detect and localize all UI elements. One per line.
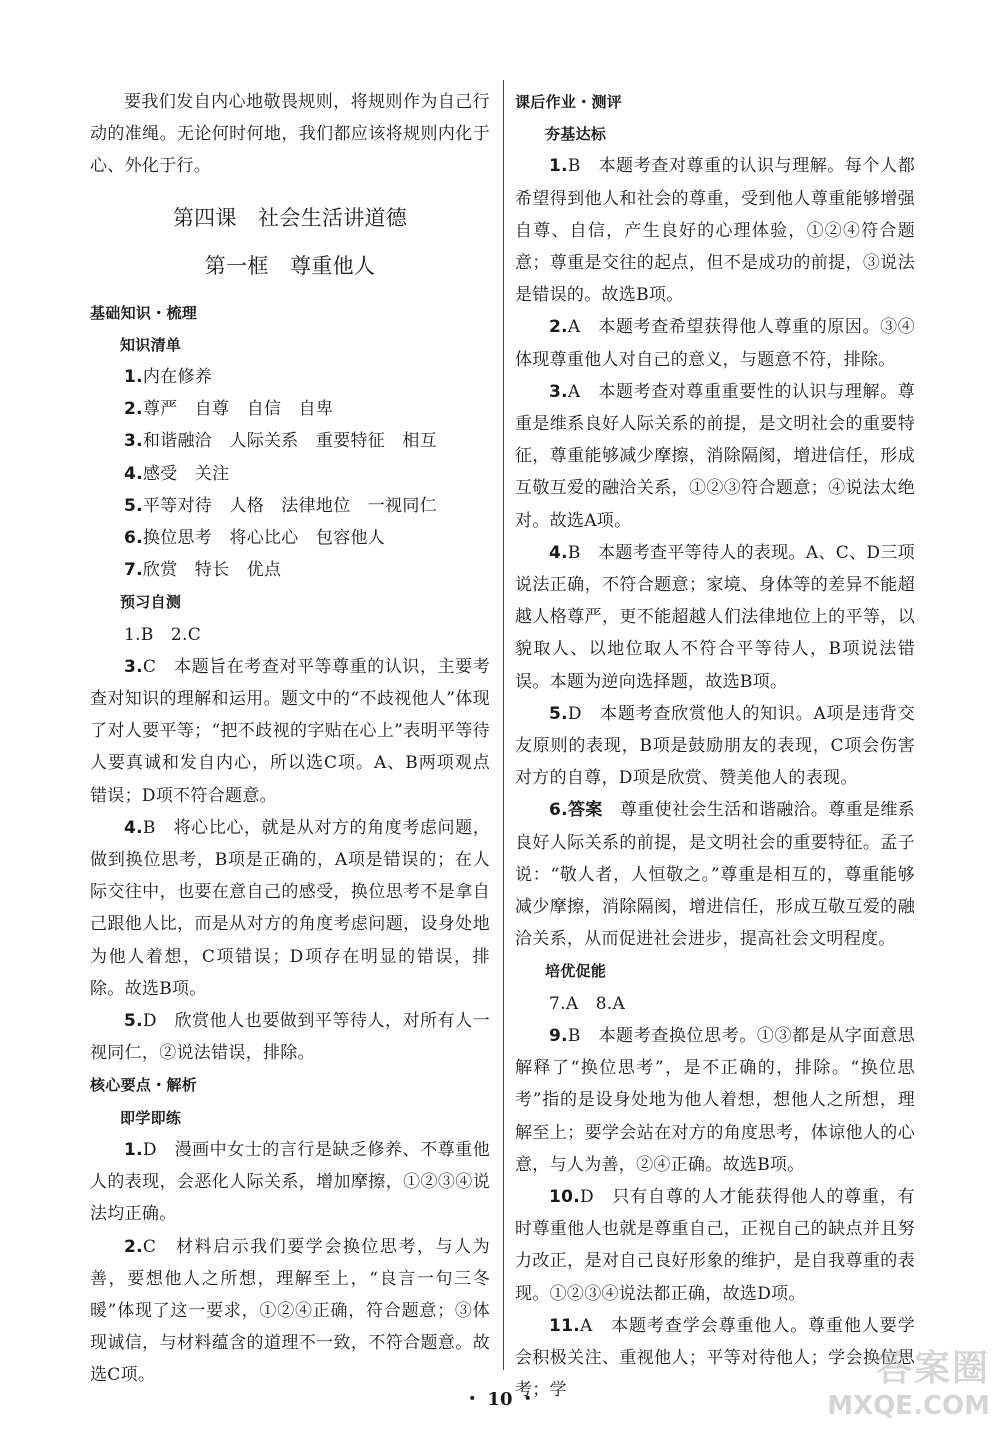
knowledge-item: 3.和谐融洽 人际关系 重要特征 相互 xyxy=(124,431,437,452)
advanced-short-answers: 7.A 8.A xyxy=(549,993,626,1014)
answer-item: 10.D 只有自尊的人才能获得他人的尊重，有时尊重他人也就是尊重自己，正视自己的缺点并且努力改正，是对自己良好形象的维护，是自我尊重的表现。①②③④说法都正确，故选D项。 xyxy=(515,1186,915,1304)
column-divider xyxy=(503,80,504,1370)
lesson-title: 第四课 社会生活讲道德 xyxy=(172,205,408,230)
answer-label: 答案 xyxy=(567,800,603,821)
answer-item: 5.D 本题考查欣赏他人的知识。A项是违背交友原则的表现，B项是鼓励朋友的表现，C项会伤害对方的自尊，D项是欣赏、赞美他人的表现。 xyxy=(515,703,915,789)
answer-item: 3.A 本题考查对尊重重要性的认识与理解。尊重是维系良好人际关系的前提，是文明社会的重要特征，尊重能够减少摩擦，消除隔阂，增进信任，形成互敬互爱的融洽关系，①②③符合题意；④说法太绝对。故选A项。 xyxy=(515,381,915,531)
answer-item: 1.D 漫画中女士的言行是缺乏修养、不尊重他人的表现，会恶化人际关系，增加摩擦，①②③④说法均正确。 xyxy=(90,1139,490,1225)
frame-title: 第一框 尊重他人 xyxy=(204,253,376,278)
answer-item: 1.B 本题考查对尊重的认识与理解。每个人都希望得到他人和社会的尊重，受到他人尊重能够增强自尊、自信，产生良好的心理体验，①②④符合题意；尊重是交往的起点，但不是成功的前提，③说法是错误的。故选B项。 xyxy=(515,156,915,306)
watermark-top: 答案圈 xyxy=(875,1348,990,1389)
answer-item: 2.A 本题考查希望获得他人尊重的原因。③④体现尊重他人对自己的意义，与题意不符，排除。 xyxy=(515,317,915,370)
watermark-logo xyxy=(820,1340,990,1432)
answer-item: 4.B 将心比心，就是从对方的角度考虑问题，做到换位思考，B项是正确的，A项是错误的；在人际交往中，也要在意自己的感受，换位思考不是拿自己跟他人比，而是从对方的角度考虑问题，设身处地为他人着想，C项错误；D项存在明显的错误，排除。故选B项。 xyxy=(90,817,490,999)
watermark-bottom: MXQE.COM xyxy=(827,1391,990,1421)
section-heading-homework: 课后作业・测评 xyxy=(515,93,623,111)
section-heading-core: 核心要点・解析 xyxy=(90,1076,198,1095)
answer-item: 5.D 欣赏他人也要做到平等待人，对所有人一视同仁，②说法错误，排除。 xyxy=(90,1011,490,1064)
knowledge-item: 5.平等对待 人格 法律地位 一视同仁 xyxy=(124,495,437,516)
subheading-preview-test: 预习自测 xyxy=(120,593,182,612)
knowledge-item: 6.换位思考 将心比心 包容他人 xyxy=(124,528,386,549)
knowledge-item: 2.尊严 自尊 自信 自卑 xyxy=(124,399,334,420)
intro-paragraph: 要我们发自内心地敬畏规则，将规则作为自己行动的准绳。无论何时何地，我们都应该将规则内化于心、外化于行。 xyxy=(90,92,490,177)
answer-item: 3.C 本题旨在考查对平等尊重的认识，主要考查对知识的理解和运用。题文中的“不歧视他人”体现了对人要平等；“把不歧视的字贴在心上”表明平等待人要真诚和发自内心，所以选C项。A、B两项观点错误；D项不符合题意。 xyxy=(90,656,490,806)
answer-item: 2.C 材料启示我们要学会换位思考，与人为善，要想他人之所想，理解至上，“良言一句三冬暖”体现了这一要求，①②④正确，符合题意；③体现诚信，与材料蕴含的道理不一致，不符合题意。故选C项。 xyxy=(90,1236,490,1386)
right-column xyxy=(515,86,915,1406)
knowledge-item: 1.内在修养 xyxy=(124,367,213,388)
preview-short-answers: 1.B 2.C xyxy=(124,624,202,645)
subheading-knowledge-list: 知识清单 xyxy=(120,335,182,354)
answer-item: 9.B 本题考查换位思考。①③都是从字面意思解释了“换位思考”，是不正确的，排除。“换位思考”指的是设身处地为他人着想，想他人之所想，理解至上；要学会站在对方的角度思考，体谅他人的心意，与人为善，②④正确。故选B项。 xyxy=(515,1025,915,1175)
subheading-practice: 即学即练 xyxy=(120,1108,182,1127)
knowledge-item: 7.欣赏 特长 优点 xyxy=(124,560,282,581)
answer-item: 4.B 本题考查平等待人的表现。A、C、D三项说法正确，不符合题意；家境、身体等的差异不能超越人格尊严，更不能超越人们法律地位上的平等，以貌取人、以地位取人不符合平等待人，B项说法错误。本题为逆向选择题，故选B项。 xyxy=(515,542,915,692)
section-heading-basics: 基础知识・梳理 xyxy=(90,303,198,322)
answer-item: 11.A 本题考查学会尊重他人。尊重他人要学会积极关注、重视他人；平等对待他人；学会换位思考；学 xyxy=(515,1315,915,1401)
knowledge-list xyxy=(90,361,490,586)
answer-item: 6.答案 尊重使社会生活和谐融洽。尊重是维系良好人际关系的前提，是文明社会的重要特征。孟子说：“敬人者，人恒敬之。”尊重是相互的，尊重能够减少摩擦，消除隔阂，增进信任，形成互敬互爱的融洽关系，从而促进社会进步，提高社会文明程度。 xyxy=(515,800,915,950)
subheading-advanced: 培优促能 xyxy=(545,962,607,981)
subheading-basic: 夯基达标 xyxy=(545,125,607,144)
left-column xyxy=(90,86,490,1392)
page-number: ・ 10 ・ xyxy=(463,1389,537,1410)
knowledge-item: 4.感受 关注 xyxy=(124,463,230,484)
